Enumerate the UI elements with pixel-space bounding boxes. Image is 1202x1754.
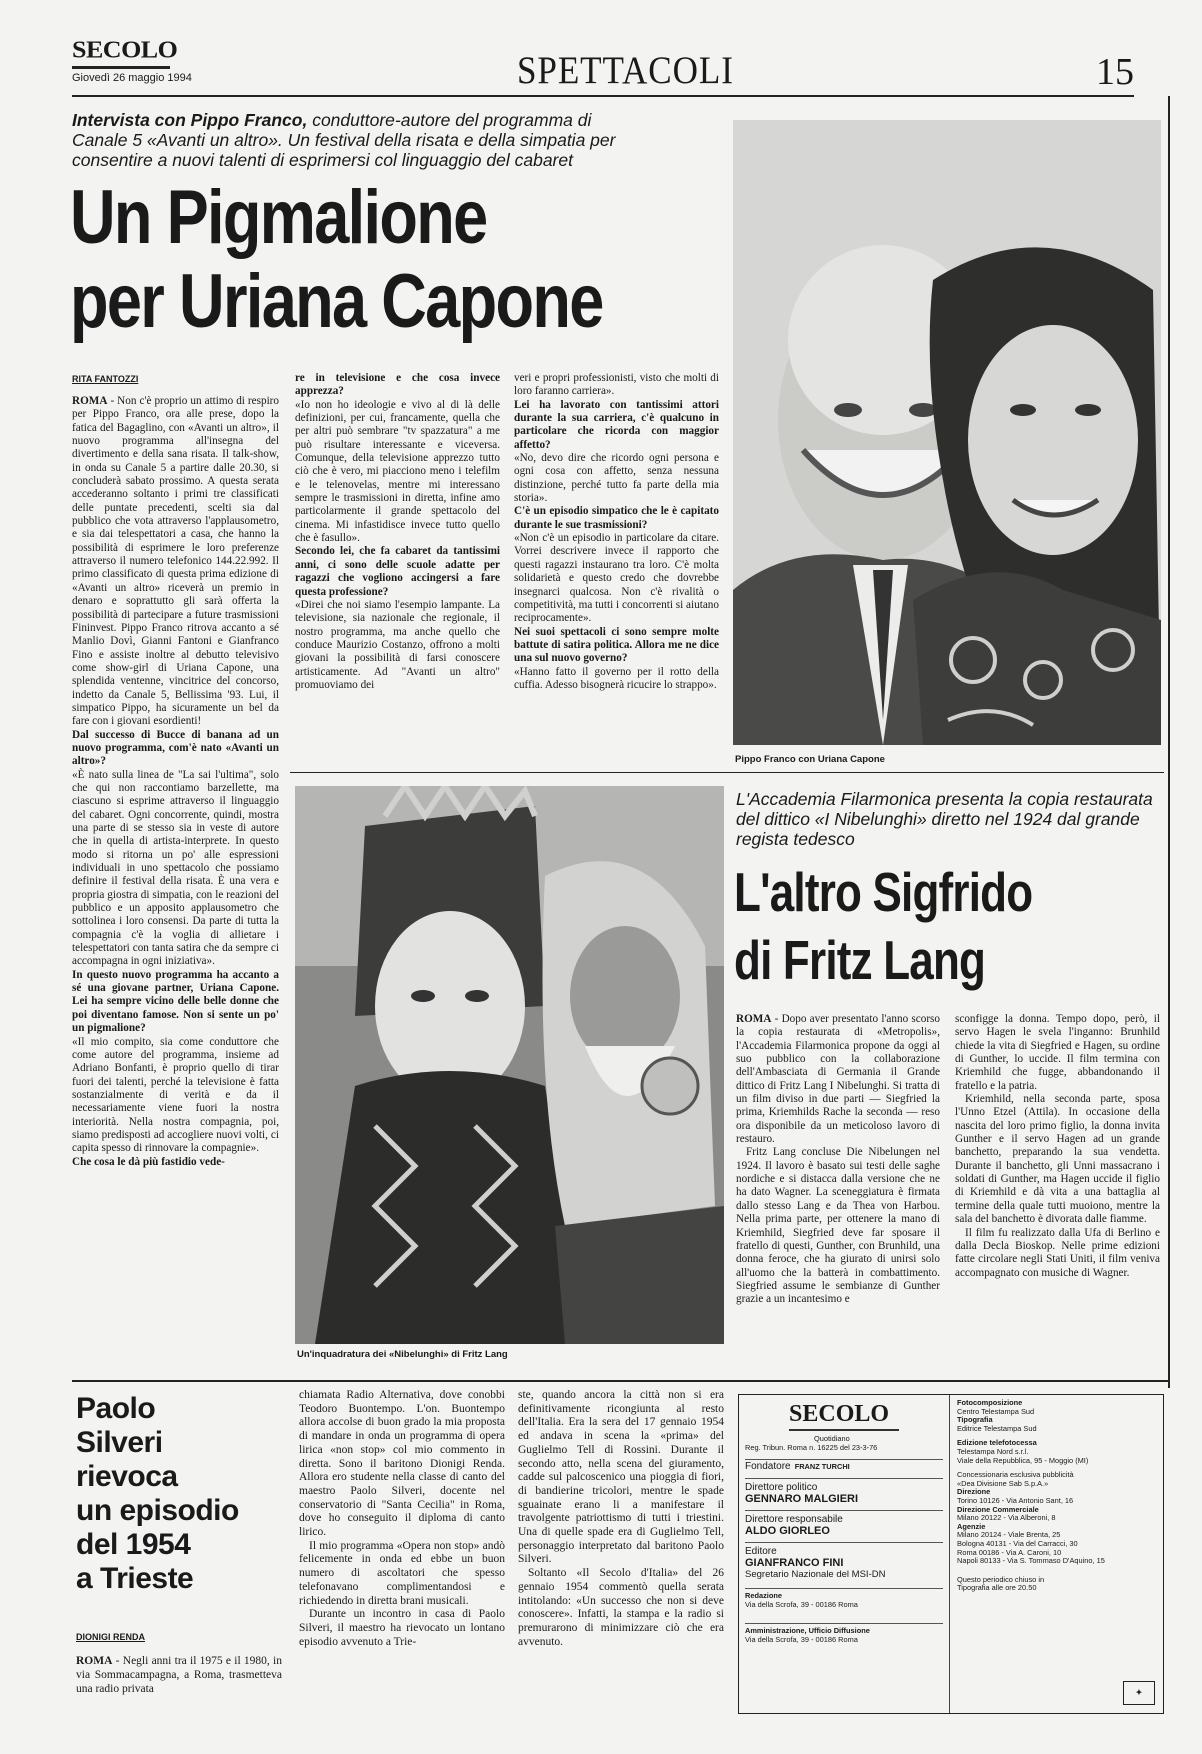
- label: Direttore politico: [745, 1482, 818, 1493]
- value: Editrice Telestampa Sud: [957, 1423, 1037, 1433]
- headline-line: a Trieste: [76, 1562, 194, 1595]
- value: Milano 20122 - Via Alberoni, 8: [957, 1513, 1056, 1523]
- value: Torino 10126 - Via Antonio Sant, 16: [957, 1495, 1074, 1505]
- paragraph: - Negli anni tra il 1975 e il 1980, in via Sommacampagna, a Roma, trasmetteva una radio privata: [76, 1655, 282, 1695]
- article2-kicker-rest: presenta la copia restaurata del dittico «I Nibelunghi» diretto nel 1924 dal grande regista tedesco: [736, 789, 1153, 849]
- article1-byline: RITA FANTOZZI: [72, 374, 139, 384]
- label: Redazione: [745, 1591, 782, 1600]
- value: Concessionaria esclusiva pubblicità: [957, 1470, 1074, 1480]
- staff-right-column: [957, 1399, 1157, 1593]
- label: Amministrazione, Ufficio Diffusione: [745, 1626, 870, 1635]
- question: re in televisione e che cosa invece apprezza?: [295, 372, 500, 398]
- label: Fotocomposizione: [957, 1398, 1023, 1407]
- bottom-section-rule: [72, 1380, 1168, 1382]
- paper-logo: SECOLO: [72, 35, 178, 64]
- paragraph: «Non c'è un episodio in particolare da citare. Vorrei descrivere invece il rapporto che questi ragazzi instaurano tra loro. C'è molta solidarietà e questo credo che dovrebbe insegnarci qualcosa. Non c'è rivalità o competitività, ma tutti i concorrenti si aiutano reciprocamente».: [514, 532, 719, 625]
- staff-reg: Reg. Tribun. Roma n. 16225 del 23-3-76: [745, 1443, 878, 1452]
- staff-dir-resp: [745, 1510, 943, 1537]
- value: «Dea Divisione Sab S.p.A.»: [957, 1478, 1049, 1488]
- label: Edizione telefotocessa: [957, 1438, 1037, 1448]
- article2-col2: [955, 1013, 1160, 1280]
- masthead: [72, 28, 1134, 98]
- page-frame-right: [1168, 96, 1170, 1388]
- article1-headline-line1: Un Pigmalione: [70, 175, 487, 260]
- paragraph: «Io non ho ideologie e vivo al di là delle definizioni, per cui, francamente, quella che per altri può sembrare "tv spazzatura" a me può risultare interessante e viceversa. Comunque, della televisione apprezzo tutto ciò che è vero, mi piacciono meno i telefilm e le telenovelas, mentre mi interessano sempre le trasmissioni in diretta, infine amo particolarmente il grande spettacolo del cinema. Mi infastidisce invece tutto quello che è fasullo».: [295, 398, 500, 545]
- staff-subtitle: Quotidiano: [814, 1434, 850, 1443]
- article2-col1: [736, 1013, 940, 1307]
- value: ALDO GIORLEO: [745, 1525, 830, 1537]
- article2-kicker: [736, 789, 1164, 849]
- photo-nibelunghi-still: [295, 786, 724, 1344]
- masthead-rule: [72, 95, 1134, 97]
- article1-col1: [72, 395, 279, 1169]
- question: Secondo lei, che fa cabaret da tantissimi anni, ci sono delle scuole adatte per ragazzi che vogliono accingersi a fare questa professione?: [295, 545, 500, 598]
- staff-logo: SECOLO: [789, 1401, 890, 1427]
- article3-byline: DIONIGI RENDA: [76, 1632, 146, 1642]
- paragraph: «Direi che noi siamo l'esempio lampante. La televisione, sia nazionale che regionale, il nostro programma, ma anche quello che conduce Maurizio Costanzo, offrono a molti giovani la possibilità di farsi conoscere artisticamente. Ad "Avanti un altro" promuoviamo dei: [295, 598, 500, 691]
- paragraph: veri e propri professionisti, visto che molti di loro faranno carriera».: [514, 372, 719, 398]
- section-title: SPETTACOLI: [517, 49, 734, 92]
- value: Napoli 80133 - Via S. Tommaso D'Aquino, 15: [957, 1556, 1105, 1566]
- value: Viale della Repubblica, 95 - Moggio (MI): [957, 1455, 1089, 1465]
- staff-box: [738, 1394, 1164, 1714]
- article3-col1-text: [76, 1655, 282, 1696]
- article1-kicker-rest: conduttore-autore del programma di Canale 5 «Avanti un altro». Un festival della risata e della simpatia per consentire a nuovi talenti di esprimersi col linguaggio del cabaret: [72, 110, 616, 170]
- paragraph: «È nato sulla linea de "La sai l'ultima", solo che qui non raccontiamo barzellette, ma ciascuno si esprime attraverso il linguaggio del cabaret. Ogni concorrente, quindi, mostra una parte di se stesso sia in veste di autore che in quella di artista-interprete. In questo modo si ritorna un po' alle espressioni individuali in uno spettacolo che possiamo definire il festival della risata. È una vera e propria giostra di simpatia, con le reazioni del pubblico e un apposito applausometro che sottolinea i loro consensi. Da parte di tutta la compagnia c'è la voglia di allietare i telespettatori con tanta satira che da sempre ci accompagna in ogni iniziativa».: [72, 768, 279, 968]
- photo1-caption: Pippo Franco con Uriana Capone: [735, 754, 885, 765]
- photo2-caption: Un'inquadratura dei «Nibelunghi» di Fritz Lang: [297, 1349, 508, 1360]
- paragraph: - Non c'è proprio un attimo di respiro per Pippo Franco, ora alle prese, dopo la fatica del Bagaglino, con «Avanti un altro», il nuovo programma all'insegna del divertimento e della sana risata. Il talk-show, in onda su Canale 5 a partire dalle 20.30, si concluderà sabato prossimo. A questa serata accederanno soltanto i primi tre classificati delle puntate precedenti, scelti sia dal pubblico che vota attraverso l'applausometro, e sia dai telespettatori a casa, che hanno la possibilità di esprimere le loro preferenze attraverso il numero telefonico 144.22.992. Il primo classificato di questa prima edizione di «Avanti un altro» riceverà un premio in denaro e soprattutto gli sarà offerta la possibilità di partecipare a future trasmissioni Fininvest. Pippo Franco ritrova accanto a sé Manlio Dovì, Gianni Fantoni e Gianfranco Fino e assiste inoltre al debutto televisivo come show-girl di Uriana Capone, una splendida ventenne, vincitrice del concorso, indetto da Canale 5, Bellissima '93. Lui, il simpatico Pippo, ha sicuramente un bel da fare con i giovani esordienti!: [72, 395, 279, 728]
- article2-top-rule: [290, 772, 1164, 773]
- article3-col3: [518, 1389, 724, 1649]
- value: Roma 00186 - Via A. Caroni, 10: [957, 1547, 1062, 1557]
- paragraph: «Il mio compito, sia come conduttore che come autore del programma, insieme ad Adriano Bonfanti, è proprio quello di tirar fuori dei talenti, perché la televisione è fatta sostanzialmente di verità e da il necessariamente viene fuori la nostra interiorità. Nella nostra compagnia, poi, siamo predisposti ad accogliere nuovi volti, ci capita spesso di rinnovare la compagnie».: [72, 1035, 279, 1155]
- label: Direzione: [957, 1487, 991, 1497]
- article1-kicker-lead: Intervista con Pippo Franco,: [72, 110, 308, 130]
- value: Centro Telestampa Sud: [957, 1406, 1035, 1416]
- staff-box-divider: [949, 1395, 950, 1713]
- label: Direttore responsabile: [745, 1514, 843, 1525]
- paragraph: Il mio programma «Opera non stop» andò felicemente in onda ed ebbe un buon numero di ascoltatori che spesso telefonavano complimentandosi e richiedendo in diretta brani musicali.: [299, 1539, 505, 1607]
- value: Tipografia alle ore 20.50: [957, 1583, 1037, 1593]
- page-number: 15: [1096, 51, 1134, 93]
- paragraph: «Hanno fatto il governo per il rotto della cuffia. Adesso bisognerà ricucire lo strappo».: [514, 665, 719, 691]
- logo-underline: [72, 66, 170, 69]
- label: Tipografia: [957, 1415, 993, 1425]
- fieg-logo-icon: ✦: [1123, 1681, 1155, 1705]
- article2-headline-line2: di Fritz Lang: [734, 929, 986, 991]
- headline-line: Paolo: [76, 1392, 156, 1425]
- article3-col2: [299, 1389, 505, 1649]
- article1-headline-line2: per Uriana Capone: [70, 259, 603, 344]
- staff-logo-rule: [789, 1429, 899, 1431]
- article1-kicker: [72, 110, 647, 170]
- question: Dal successo di Bucce di banana ad un nuovo programma, com'è nato «Avanti un altro»?: [72, 728, 279, 768]
- headline-line: del 1954: [76, 1528, 191, 1561]
- label: Agenzie: [957, 1521, 986, 1531]
- staff-redazione: [745, 1588, 943, 1609]
- question: Nei suoi spettacoli ci sono sempre molte battute di satira politica. Allora me ne dice una sul nuovo governo?: [514, 625, 719, 665]
- article1-col1-text: [72, 395, 279, 729]
- dateline: ROMA: [76, 1655, 113, 1667]
- staff-dir-pol: [745, 1478, 943, 1505]
- label: Fondatore: [745, 1461, 791, 1472]
- value: Segretario Nazionale del MSI-DN: [745, 1569, 886, 1580]
- value: Milano 20124 - Viale Brenta, 25: [957, 1530, 1061, 1540]
- value: Bologna 40131 - Via del Carracci, 30: [957, 1538, 1078, 1548]
- article2-kicker-lead: L'Accademia Filarmonica: [736, 789, 931, 809]
- article1-col2: [295, 372, 500, 692]
- paragraph: Fritz Lang concluse Die Nibelungen nel 1924. Il lavoro è basato sui testi delle saghe nordiche e si distacca dalla versione che ne ha dato Wagner. La sceneggiatura è firmata dallo stesso Lang e da Thea von Harbou. Nella prima parte, per ottenere la mano di Kriemhild, Siegfried deve far sposare il fratello di questi, Gunther, con Brunhild, una donna feroce, che ha giurato di unirsi solo all'uomo che la batterà in combattimento. Siegfried assume le sembianze di Gunther grazie a un incantesimo e: [736, 1146, 940, 1306]
- label: Editore: [745, 1546, 777, 1557]
- headline-line: un episodio: [76, 1494, 239, 1527]
- question: Che cosa le dà più fastidio vede-: [72, 1155, 225, 1168]
- label: Direzione Commerciale: [957, 1504, 1039, 1514]
- value: Via della Scrofa, 39 - 00186 Roma: [745, 1634, 858, 1644]
- paragraph: «No, devo dire che ricordo ogni persona e ogni cosa con affetto, senza nessuna distinzione, perché tutto fa parte della mia storia».: [514, 452, 719, 505]
- photo-illustration: [733, 120, 1161, 745]
- value: Telestampa Nord s.r.l.: [957, 1446, 1029, 1456]
- value: GENNARO MALGIERI: [745, 1493, 859, 1505]
- paragraph: Soltanto «Il Secolo d'Italia» del 26 gennaio 1954 commentò quella serata intitolando: «Un successo che non si deve conoscere». Infatti, la stampa e la radio si premurarono di minimizzare ciò che era avvenuto.: [518, 1567, 724, 1648]
- paragraph: Durante un incontro in casa di Paolo Silveri, il maestro ha rievocato un lontano episodio avvenuto a Trie-: [299, 1608, 505, 1648]
- dateline: ROMA: [72, 395, 108, 407]
- dateline: ROMA: [736, 1013, 772, 1025]
- value: Via della Scrofa, 39 - 00186 Roma: [745, 1599, 858, 1609]
- headline-line: Silveri: [76, 1426, 163, 1459]
- issue-date: Giovedì 26 maggio 1994: [72, 72, 192, 84]
- question: Lei ha lavorato con tantissimi attori durante la sua carriera, c'è qualcuno in particolare che ricorda con maggior affetto?: [514, 398, 719, 451]
- headline-line: rievoca: [76, 1460, 178, 1493]
- photo-illustration: [295, 786, 724, 1344]
- staff-admin: [745, 1623, 943, 1644]
- article2-col1-text: [736, 1013, 940, 1146]
- article2-headline-line1: L'altro Sigfrido: [734, 861, 1033, 923]
- photo-pippo-franco-uriana-capone: [733, 120, 1161, 745]
- staff-founder: [745, 1459, 943, 1472]
- article3-col1: [76, 1655, 282, 1696]
- article3-headline: [76, 1392, 276, 1596]
- value: GIANFRANCO FINI: [745, 1557, 844, 1569]
- paragraph: Il film fu realizzato dalla Ufa di Berlino e dalla Decla Bioskop. Nelle prime edizioni fatte circolare negli Stati Uniti, il film veniva accompagnato con musiche di Wagner.: [955, 1226, 1160, 1279]
- value: Questo periodico chiuso in: [957, 1574, 1045, 1584]
- paragraph: Kriemhild, nella seconda parte, sposa l'Unno Etzel (Attila). In occasione della nascita del loro primo figlio, la donna invita Gunther e il servo Hagen ad un grande banchetto, preparando la sua vendetta. Durante il banchetto, gli Unni massacrano i soldati di Gunther, ma Hagen uccide il figlio di Kriemhild e dà vita a una battaglia al termine della quale tutti muoiono, mentre la sala del banchetto è divorata dalle fiamme.: [955, 1093, 1160, 1226]
- paragraph: - Dopo aver presentato l'anno scorso la copia restaurata di «Metropolis», l'Accademia Filarmonica propone da oggi al suo pubblico con la collaborazione dell'Ambasciata di Germania il Grande dittico di Fritz Lang I Nibelunghi. Si tratta di un film diviso in due parti — Siegfried la prima, Kriemhilds Rache la seconda — reso ora disponibile da un meticoloso lavoro di restauro.: [736, 1013, 940, 1146]
- paragraph: chiamata Radio Alternativa, dove conobbi Teodoro Buontempo. L'on. Buontempo allora accolse di buon grado la mia proposta di mandare in onda un programma di opera lirica «non stop» col mio commento in diretta. Sono il baritono Dionigi Renda. Allora ero studente nella classe di canto del maestro Paolo Silveri, docente nel conservatorio di "Santa Cecilia" in Roma, dove ho conseguito il diploma di canto lirico.: [299, 1389, 505, 1539]
- question: C'è un episodio simpatico che le è capitato durante le sue trasmissioni?: [514, 505, 719, 531]
- paragraph: ste, quando ancora la città non si era definitivamente ricongiunta al resto dell'Italia. Era la sera del 17 gennaio 1954 ed andava in scena la «prima» del Guglielmo Tell di Rossini. Durante il secondo atto, nella scena del giuramento, cadde sul palcoscenico una pioggia di fiori, di bandierine tricolori, mentre le spade sguainate erano li a manifestare il travolgente patriottismo di tutti i triestini. Una di quelle spade era di Guglielmo Tell, personaggio interpretato dal baritono Paolo Silveri.: [518, 1389, 724, 1566]
- staff-editor: [745, 1542, 943, 1580]
- question: In questo nuovo programma ha accanto a sé una giovane partner, Uriana Capone. Lei ha sempre vicino delle belle donne che poi diventano famose. Non si sente un po' un pigmalione?: [72, 968, 279, 1035]
- value: FRANZ TURCHI: [794, 1462, 850, 1471]
- paragraph: sconfigge la donna. Tempo dopo, però, il servo Hagen le svela l'inganno: Brunhild chiede la vita di Siegfried e Hagen, su ordine di Gunther, lo uccide. Il film termina con Kriemhild che fugge, abbandonando il fratello e la patria.: [955, 1013, 1160, 1092]
- article1-col3: [514, 372, 719, 692]
